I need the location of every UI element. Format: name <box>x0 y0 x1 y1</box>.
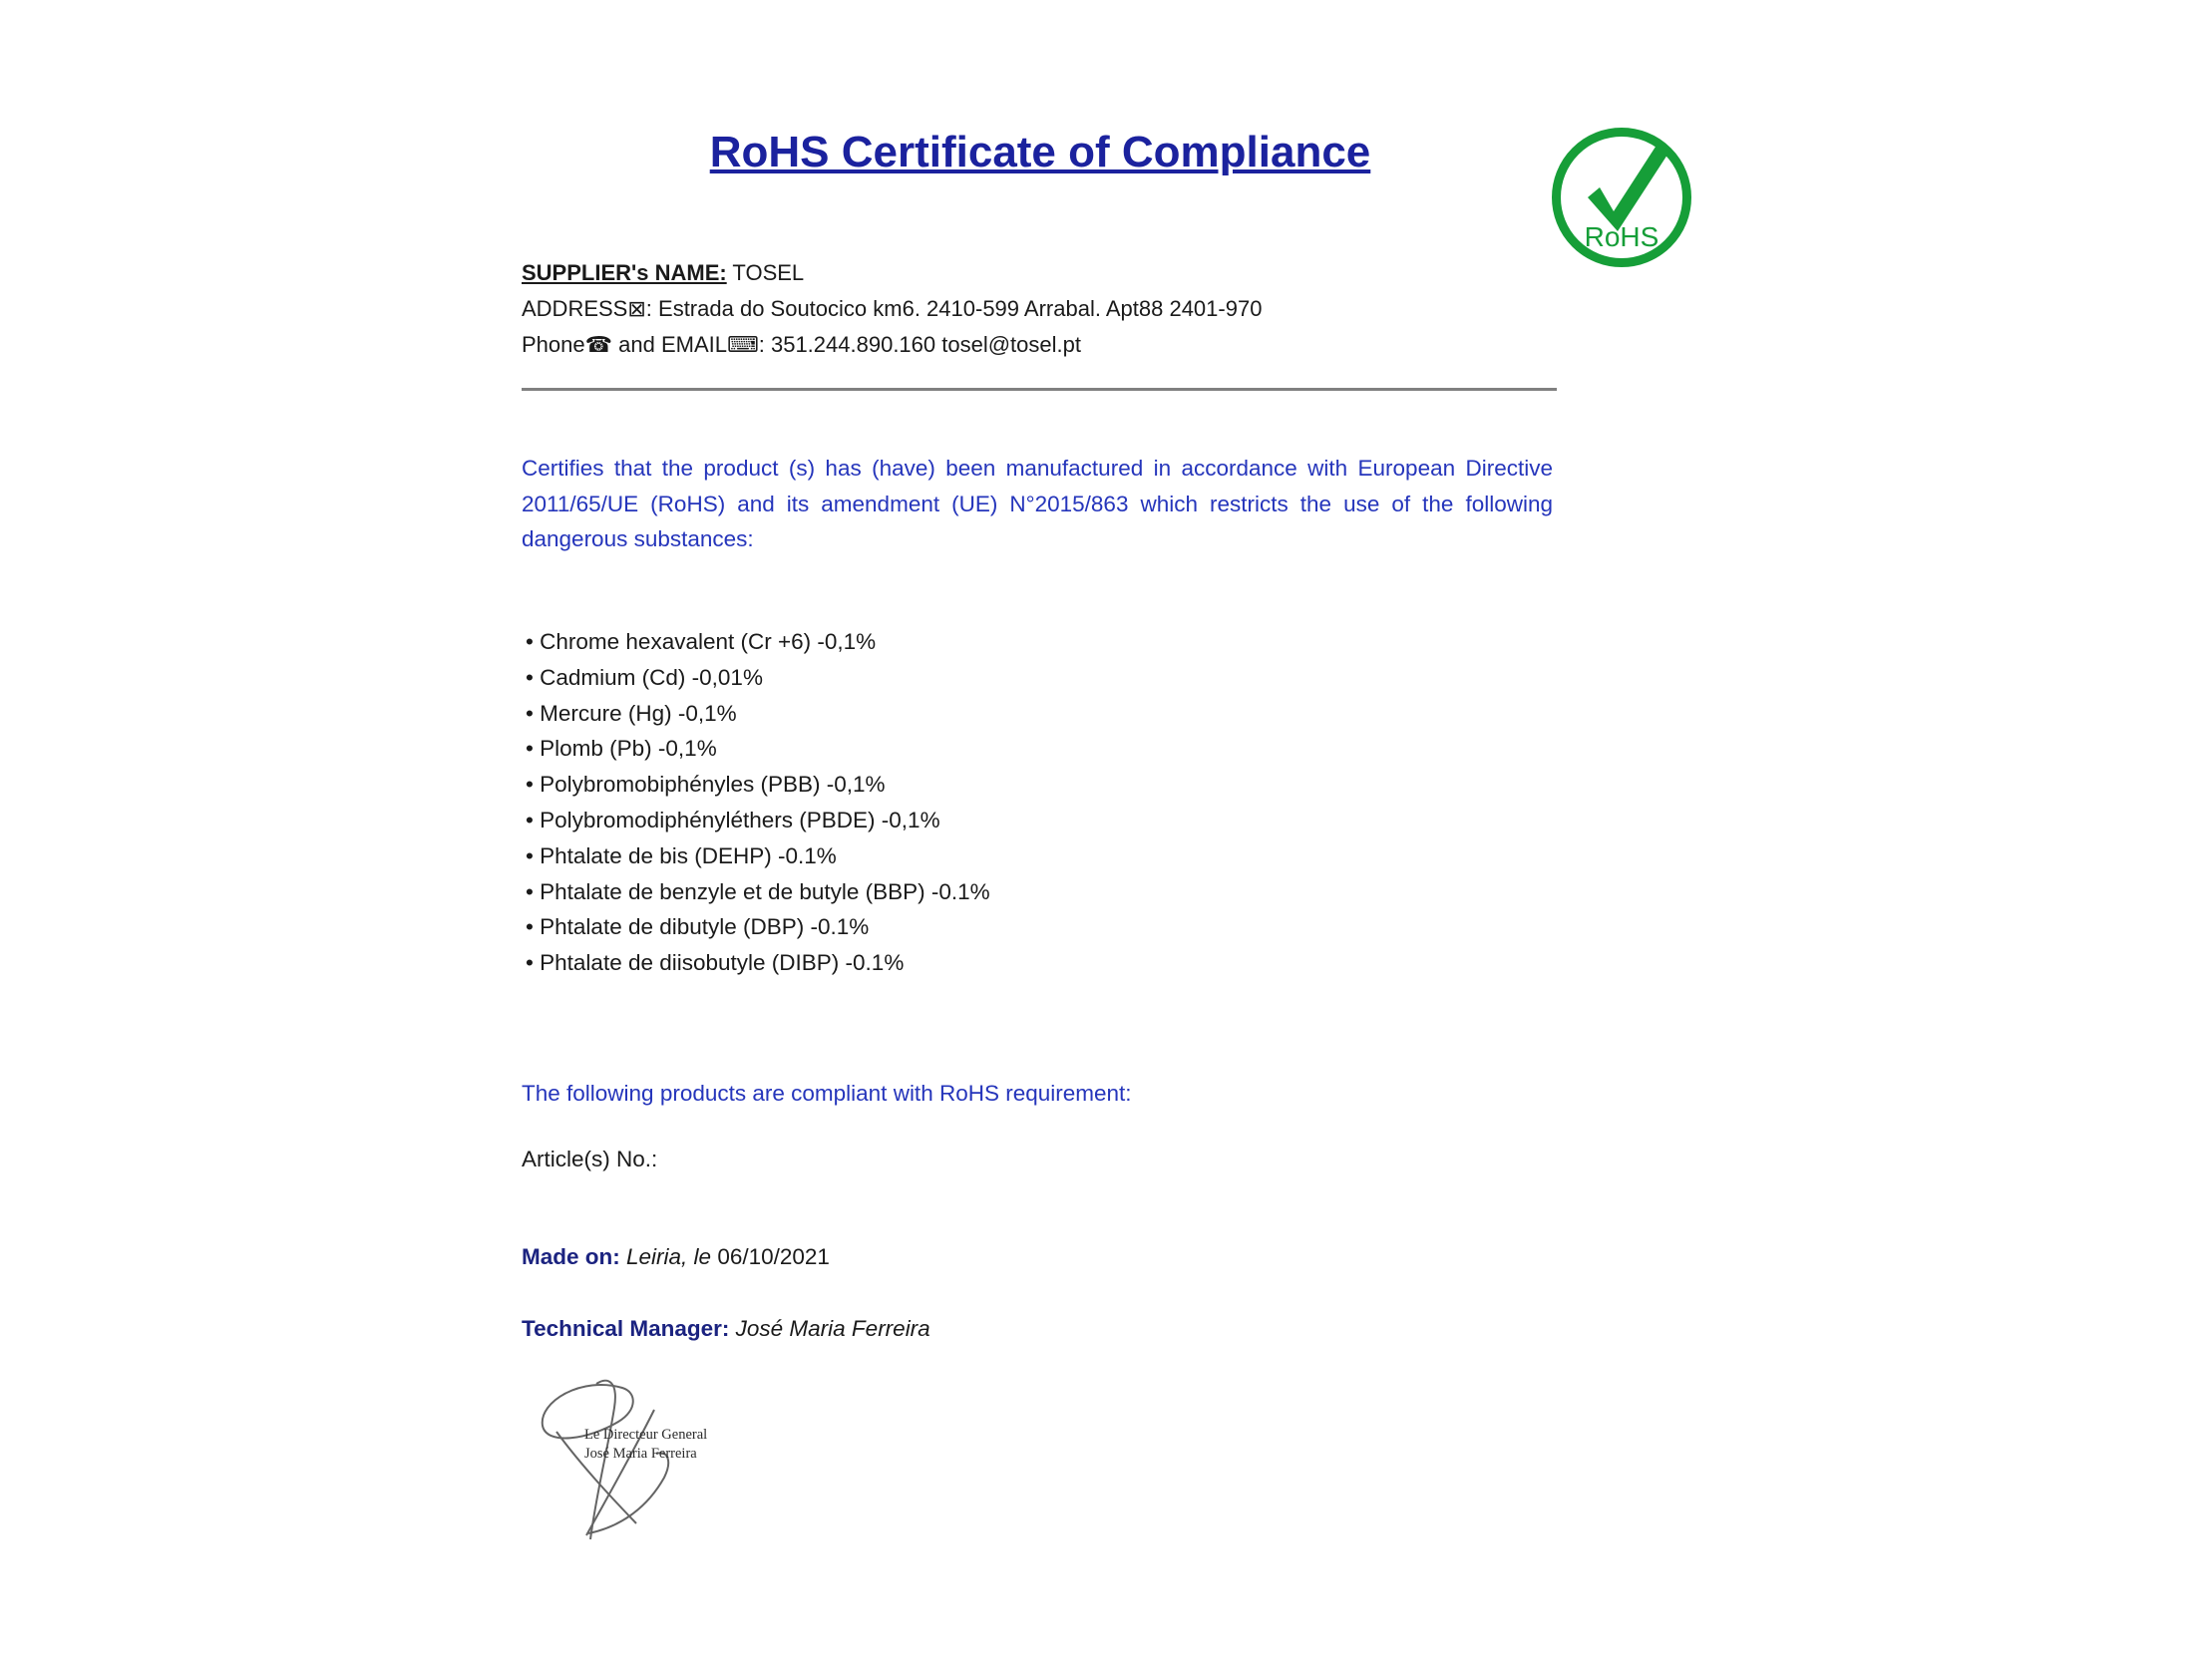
list-item: • Phtalate de benzyle et de butyle (BBP) -0.1% <box>526 874 1423 910</box>
supplier-name-label: SUPPLIER's NAME: <box>522 260 727 285</box>
compliance-statement: The following products are compliant with RoHS requirement: <box>522 1081 1132 1106</box>
address-label: ADDRESS <box>522 295 628 321</box>
list-item: • Phtalate de bis (DEHP) -0.1% <box>526 838 1423 874</box>
list-item: • Chrome hexavalent (Cr +6) -0,1% <box>526 624 1423 660</box>
substances-list <box>526 624 1423 981</box>
made-on-date: 06/10/2021 <box>717 1244 830 1269</box>
rohs-logo-label: RoHS <box>1584 221 1659 252</box>
signature-scribble-icon <box>527 1374 756 1553</box>
divider-line <box>522 388 1557 391</box>
phone-label: Phone <box>522 332 585 357</box>
envelope-icon: ⊠ <box>627 296 646 322</box>
list-item: • Polybromobiphényles (PBB) -0,1% <box>526 767 1423 803</box>
signature <box>527 1374 756 1553</box>
made-on-label: Made on: <box>522 1244 620 1269</box>
and-email-label: and EMAIL <box>612 332 727 357</box>
contact-value: : 351.244.890.160 tosel@tosel.pt <box>758 332 1081 357</box>
signature-text <box>584 1426 707 1464</box>
address-value: : Estrada do Soutocico km6. 2410-599 Arrabal. Apt88 2401-970 <box>645 295 1263 321</box>
certification-paragraph: Certifies that the product (s) has (have) been manufactured in accordance with European Directive 2011/65/UE (RoHS) and its amendment (UE) N°2015/863 which restricts the use of the following dangerous substances: <box>522 456 1553 551</box>
list-item: • Polybromodiphényléthers (PBDE) -0,1% <box>526 803 1423 838</box>
supplier-name-line <box>522 255 1579 291</box>
made-on-line <box>522 1244 1319 1270</box>
list-item: • Cadmium (Cd) -0,01% <box>526 660 1423 696</box>
list-item: • Phtalate de diisobutyle (DIBP) -0.1% <box>526 945 1423 981</box>
computer-icon: ⌨ <box>726 333 759 358</box>
article-number-label: Article(s) No.: <box>522 1147 658 1171</box>
list-item: • Phtalate de dibutyle (DBP) -0.1% <box>526 909 1423 945</box>
signature-text-line2: José Maria Ferreira <box>584 1446 697 1462</box>
technical-manager-line <box>522 1316 1419 1342</box>
list-item: • Plomb (Pb) -0,1% <box>526 731 1423 767</box>
made-on-place: Leiria, le <box>619 1244 718 1269</box>
supplier-name-value: TOSEL <box>726 260 805 285</box>
technical-manager-label: Technical Manager: <box>522 1316 730 1341</box>
technical-manager-name: José Maria Ferreira <box>729 1316 930 1341</box>
rohs-logo <box>1552 128 1691 267</box>
page-title: RoHS Certificate of Compliance <box>709 128 1371 176</box>
list-item: • Mercure (Hg) -0,1% <box>526 696 1423 732</box>
signature-text-line1: Le Directeur General <box>584 1427 708 1443</box>
phone-icon: ☎ <box>584 333 613 358</box>
supplier-contact-line <box>522 327 1579 364</box>
supplier-address-line <box>522 291 1579 328</box>
supplier-block <box>522 255 1579 364</box>
